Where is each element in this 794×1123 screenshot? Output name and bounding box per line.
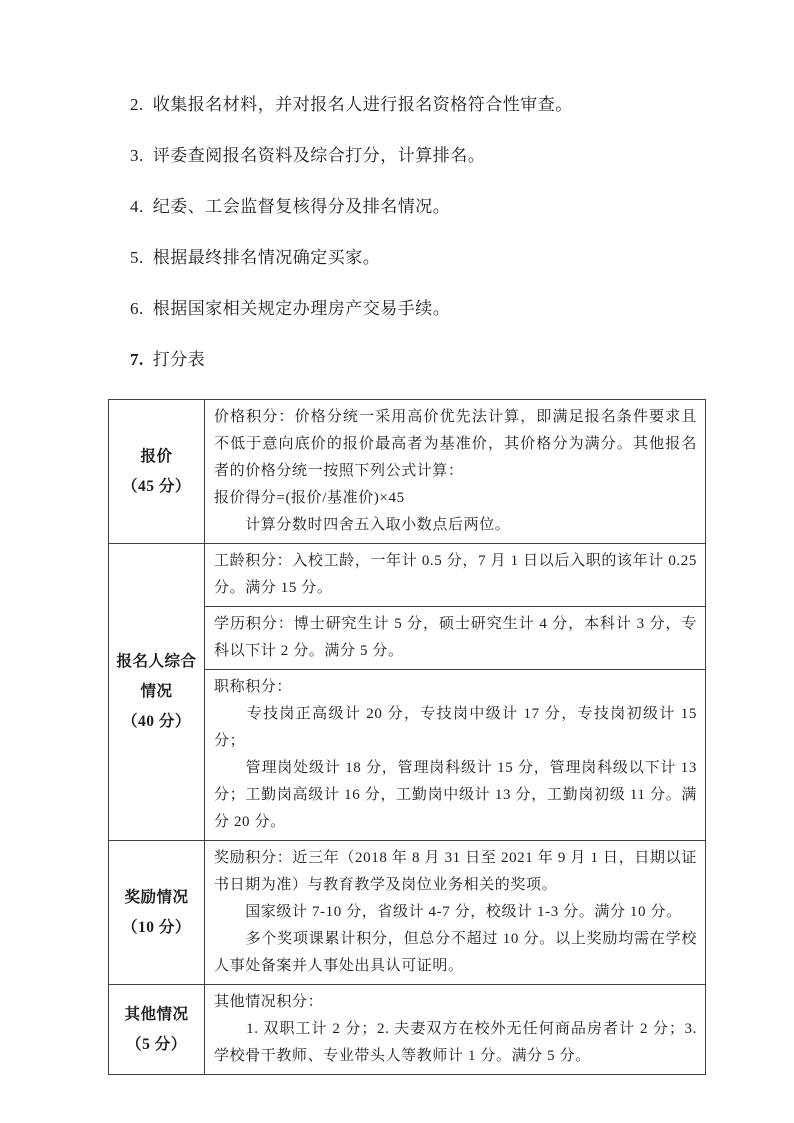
paragraph: 1. 双职工计 2 分；2. 夫妻双方在校外无任何商品房者计 2 分；3. 学校骨干教师、专业带头人等教师计 1 分。满分 5 分。 [214, 1021, 702, 1064]
paragraph-formula: 报价得分=(报价/基准价)×45 [214, 490, 405, 506]
row-header-line: 奖励情况 [124, 888, 189, 906]
paragraph: 计算分数时四舍五入取小数点后两位。 [214, 517, 511, 533]
row-header-applicant [109, 544, 205, 841]
paragraph: 多个奖项课累计积分，但总分不超过 10 分。以上奖励均需在学校人事处备案并人事处出具认可证明。 [214, 931, 697, 974]
row-header-price [109, 400, 205, 544]
list-item-number: 6. [130, 299, 144, 318]
paragraph: 国家级计 7-10 分，省级计 4-7 分，校级计 1-3 分。满分 10 分。 [214, 904, 682, 920]
row-header-line: （40 分） [122, 713, 191, 730]
list-item-number: 4. [130, 197, 144, 216]
list-item-text: 打分表 [152, 350, 206, 369]
table-row-other [109, 985, 706, 1075]
list-item-number: 3. [130, 146, 144, 165]
paragraph: 管理岗处级计 18 分，管理岗科级计 15 分，管理岗科级以下计 13 分；工勤岗高级计 16 分，工勤岗中级计 13 分，工勤岗初级 11 分。满分 20 分。 [214, 760, 702, 830]
row-header-line: （10 分） [122, 918, 191, 936]
row-header-line: 其他情况 [124, 1005, 189, 1023]
list-item-6 [130, 297, 714, 320]
list-item-2 [130, 93, 714, 116]
list-item-4 [130, 195, 714, 218]
row-header-other [109, 985, 205, 1075]
list-item-text: 纪委、工会监督复核得分及排名情况。 [152, 197, 451, 216]
cell-price-details [205, 400, 706, 544]
row-header-line: 情况 [140, 683, 173, 700]
paragraph: 奖励积分：近三年（2018 年 8 月 31 日至 2021 年 9 月 1 日，日期以证书日期为准）与教育教学及岗位业务相关的奖项。 [214, 850, 697, 893]
row-header-line: （45 分） [122, 477, 191, 495]
list-item-number: 7. [130, 350, 144, 369]
row-header-line: （5 分） [126, 1035, 187, 1053]
table-row-price [109, 400, 706, 544]
list-item-7-scoring-table-heading [130, 348, 714, 371]
list-item-text: 根据国家相关规定办理房产交易手续。 [152, 299, 451, 318]
cell-education-score [205, 607, 706, 670]
cell-other-details [205, 985, 706, 1075]
cell-awards-details [205, 841, 706, 985]
table-row-applicant-seniority [109, 544, 706, 607]
paragraph: 其他情况积分： [214, 994, 324, 1010]
cell-seniority-score [205, 544, 706, 607]
list-item-number: 5. [130, 248, 144, 267]
list-item-5 [130, 246, 714, 269]
table-row-awards [109, 841, 706, 985]
cell-title-score [205, 670, 706, 841]
paragraph: 价格积分：价格分统一采用高价优先法计算，即满足报名条件要求且不低于意向底价的报价最高者为基准价，其价格分为满分。其他报名者的价格分统一按照下列公式计算： [214, 409, 697, 479]
list-item-text: 收集报名材料，并对报名人进行报名资格符合性审查。 [152, 95, 573, 114]
list-item-3 [130, 144, 714, 167]
procedure-list [0, 0, 794, 371]
scoring-table [108, 399, 706, 1075]
list-item-text: 根据最终排名情况确定买家。 [152, 248, 381, 267]
paragraph: 工龄积分：入校工龄，一年计 0.5 分，7 月 1 日以后入职的该年计 0.25 分。满分 15 分。 [214, 553, 702, 596]
row-header-line: 报价 [140, 447, 173, 465]
paragraph: 专技岗正高级计 20 分，专技岗中级计 17 分，专技岗初级计 15 分； [214, 706, 702, 749]
paragraph: 学历积分：博士研究生计 5 分，硕士研究生计 4 分，本科计 3 分，专科以下计 2 分。满分 5 分。 [214, 616, 697, 659]
row-header-awards [109, 841, 205, 985]
paragraph: 职称积分： [214, 679, 293, 695]
row-header-line: 报名人综合 [116, 653, 197, 670]
list-item-text: 评委查阅报名资料及综合打分，计算排名。 [152, 146, 486, 165]
list-item-number: 2. [130, 95, 144, 114]
